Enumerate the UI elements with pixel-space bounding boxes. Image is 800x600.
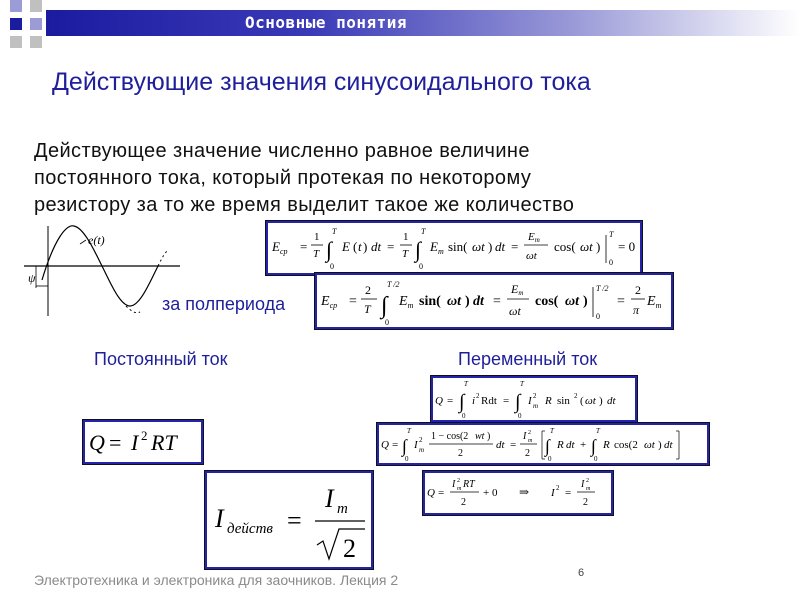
svg-text:T /2: T /2 bbox=[596, 284, 609, 293]
svg-text:=: = bbox=[109, 430, 122, 455]
svg-text:Em: $E_m$ bbox=[399, 294, 414, 310]
svg-text:ωt: ωt bbox=[447, 294, 462, 309]
svg-text:=: = bbox=[438, 487, 445, 499]
svg-text:E: E bbox=[342, 239, 350, 254]
svg-text:π: π bbox=[633, 303, 640, 317]
svg-text:): ) bbox=[465, 294, 470, 309]
svg-text:RT: RT bbox=[151, 430, 177, 455]
svg-text:2: 2 bbox=[574, 392, 578, 400]
svg-text:I: I bbox=[452, 479, 456, 490]
svg-text:T: T bbox=[520, 380, 524, 388]
svg-text:ωt: ωt bbox=[526, 250, 537, 262]
svg-text:I: I bbox=[414, 439, 418, 451]
svg-text:T: T bbox=[421, 227, 426, 236]
svg-text:0: 0 bbox=[596, 312, 600, 321]
formula-dc-heat bbox=[82, 419, 204, 465]
svg-text:0: 0 bbox=[609, 258, 613, 267]
svg-text:Rdt: Rdt bbox=[481, 395, 497, 407]
svg-text:∫: ∫ bbox=[326, 237, 333, 262]
svg-text:T: T bbox=[364, 302, 371, 316]
svg-text:=: = bbox=[503, 395, 510, 407]
svg-text:∫: ∫ bbox=[515, 391, 521, 413]
formula-rms-current bbox=[204, 470, 374, 570]
ac-current-label: Переменный ток bbox=[458, 349, 598, 369]
svg-text:0: 0 bbox=[385, 318, 389, 327]
svg-text:I: I bbox=[551, 487, 555, 499]
svg-text:T: T bbox=[402, 248, 409, 260]
svg-text:cos(: cos( bbox=[535, 294, 559, 309]
svg-text:2: 2 bbox=[365, 283, 371, 297]
svg-text:dt: dt bbox=[496, 439, 505, 451]
svg-text:+: + bbox=[580, 439, 587, 451]
svg-text:i: i bbox=[472, 395, 476, 407]
svg-text:0: 0 bbox=[548, 455, 552, 463]
svg-text:dt: dt bbox=[566, 439, 575, 451]
svg-text:m: m bbox=[586, 486, 591, 492]
svg-text:): ) bbox=[599, 395, 603, 407]
formula-ac-heat-integral bbox=[430, 375, 638, 423]
svg-text:T: T bbox=[596, 427, 600, 435]
svg-text:(: ( bbox=[353, 239, 358, 254]
svg-text:T: T bbox=[464, 380, 468, 388]
definition-text: Действующее значение численно равное величине постоянного тока, который протекая по некоторому резистору за то же время выделит такое же количество bbox=[34, 140, 575, 216]
svg-text:1: 1 bbox=[403, 231, 409, 243]
svg-text:I: I bbox=[581, 479, 585, 490]
svg-text:2: 2 bbox=[457, 478, 460, 484]
svg-text:=: = bbox=[510, 439, 517, 451]
slide-title: Действующие значения синусоидального тока bbox=[52, 68, 591, 96]
svg-text:cos(: cos( bbox=[554, 239, 576, 254]
curve-label: e(t) bbox=[88, 233, 105, 247]
svg-text:∫: ∫ bbox=[459, 391, 465, 413]
svg-text:Em: $E_m$ bbox=[647, 294, 662, 310]
svg-text:=: = bbox=[392, 439, 399, 451]
svg-text:dt: dt bbox=[664, 439, 673, 451]
header-title: Основные понятия bbox=[244, 13, 408, 32]
svg-text:Eср: $E_{ср}$ bbox=[272, 239, 288, 256]
svg-text:2: 2 bbox=[525, 448, 530, 459]
svg-text:): ) bbox=[583, 294, 588, 309]
svg-text:2: 2 bbox=[461, 497, 466, 508]
svg-text:0: 0 bbox=[462, 412, 466, 420]
phase-label: ψ bbox=[28, 271, 36, 285]
svg-text:=: = bbox=[287, 506, 302, 535]
footer-text: Электротехника и электроника для заочников. Лекция 2 bbox=[34, 572, 399, 588]
svg-text:=: = bbox=[511, 239, 519, 254]
svg-text:Eср: $E_{ср}$ bbox=[321, 294, 338, 310]
svg-text:): ) bbox=[363, 239, 368, 254]
svg-text:∫: ∫ bbox=[591, 436, 596, 456]
svg-text:T: T bbox=[609, 230, 614, 239]
svg-text:Q: Q bbox=[381, 439, 389, 451]
svg-text:T: T bbox=[332, 227, 337, 236]
formula-half-period-average bbox=[314, 272, 674, 330]
svg-text:2: 2 bbox=[141, 428, 148, 443]
svg-text:cos(2: cos(2 bbox=[614, 439, 638, 451]
svg-text:ωt: ωt bbox=[472, 239, 485, 254]
svg-text:ωt: ωt bbox=[580, 239, 593, 254]
svg-text:Q: Q bbox=[427, 487, 435, 499]
svg-text:⇒: ⇒ bbox=[519, 485, 530, 499]
svg-text:2: 2 bbox=[635, 283, 641, 297]
svg-text:sin(: sin( bbox=[448, 239, 468, 254]
dc-current-label: Постоянный ток bbox=[94, 349, 228, 369]
svg-text:): ) bbox=[596, 239, 601, 254]
svg-text:∫: ∫ bbox=[381, 293, 388, 319]
svg-text:2: 2 bbox=[586, 478, 589, 484]
svg-text:t: t bbox=[358, 239, 362, 254]
svg-text:Em: Em bbox=[511, 282, 524, 297]
svg-text:T: T bbox=[550, 427, 554, 435]
svg-text:m: m bbox=[337, 501, 348, 517]
svg-text:): ) bbox=[487, 431, 491, 442]
svg-text:+ 0: + 0 bbox=[483, 487, 498, 499]
svg-text:I: I bbox=[523, 431, 527, 442]
svg-text:2: 2 bbox=[476, 392, 480, 400]
svg-text:m: m bbox=[533, 402, 539, 410]
svg-text:ωt: ωt bbox=[644, 439, 655, 451]
svg-text:0: 0 bbox=[405, 455, 409, 463]
svg-text:0: 0 bbox=[594, 455, 598, 463]
svg-text:2: 2 bbox=[533, 392, 537, 400]
svg-text:2: 2 bbox=[528, 430, 531, 436]
svg-text:∫: ∫ bbox=[402, 436, 407, 456]
svg-text:=: = bbox=[387, 239, 395, 254]
svg-text:dt: dt bbox=[371, 239, 382, 254]
svg-text:2: 2 bbox=[419, 436, 423, 444]
half-period-label: за полпериода bbox=[162, 294, 286, 314]
svg-text:I: I bbox=[131, 430, 139, 455]
formula-ac-result bbox=[422, 470, 614, 516]
svg-text:0: 0 bbox=[330, 262, 334, 271]
svg-text:=: = bbox=[447, 395, 454, 407]
svg-text:Q: Q bbox=[435, 395, 443, 407]
svg-text:R: R bbox=[603, 439, 610, 451]
svg-text:=: = bbox=[349, 294, 357, 309]
svg-text:2: 2 bbox=[343, 534, 356, 563]
svg-text:= 0: = 0 bbox=[618, 239, 636, 254]
svg-text:0: 0 bbox=[518, 412, 522, 420]
svg-text:ωt: ωt bbox=[585, 395, 596, 407]
svg-text:Q: Q bbox=[89, 430, 105, 455]
svg-text:I: I bbox=[528, 395, 532, 407]
svg-text:sin: sin bbox=[557, 395, 570, 407]
svg-text:действ: действ bbox=[227, 521, 273, 537]
svg-text:0: 0 bbox=[419, 262, 423, 271]
svg-text:dt: dt bbox=[495, 239, 506, 254]
formula-ac-heat-expanded bbox=[376, 422, 710, 466]
svg-text:RT: RT bbox=[463, 479, 475, 490]
svg-text:=: = bbox=[565, 487, 572, 499]
svg-text:Em: Em bbox=[528, 231, 540, 244]
svg-text:m: m bbox=[457, 486, 462, 492]
svg-text:ωt: ωt bbox=[509, 304, 521, 318]
page-number: 6 bbox=[578, 567, 585, 579]
svg-text:I: I bbox=[215, 504, 224, 533]
svg-text:=: = bbox=[493, 294, 501, 309]
svg-text:): ) bbox=[488, 239, 493, 254]
svg-text:R: R bbox=[557, 439, 564, 451]
svg-text:ωt: ωt bbox=[565, 294, 580, 309]
svg-text:(: ( bbox=[580, 395, 584, 407]
header-bar bbox=[46, 10, 800, 36]
svg-text:m: m bbox=[419, 446, 425, 454]
svg-text:Em: $E_m$ bbox=[430, 239, 444, 256]
svg-text:2: 2 bbox=[458, 448, 463, 459]
svg-text:2: 2 bbox=[583, 497, 588, 508]
svg-text:2: 2 bbox=[556, 484, 560, 492]
svg-text:): ) bbox=[658, 439, 662, 451]
svg-text:wt: wt bbox=[475, 431, 485, 442]
svg-text:∫: ∫ bbox=[545, 436, 550, 456]
svg-text:sin(: sin( bbox=[419, 294, 441, 309]
svg-text:=: = bbox=[300, 239, 308, 254]
svg-text:1 − cos(2: 1 − cos(2 bbox=[431, 431, 469, 442]
svg-text:=: = bbox=[617, 294, 625, 309]
svg-text:T: T bbox=[313, 248, 320, 260]
formula-full-period-average bbox=[265, 220, 643, 276]
svg-text:T /2: T /2 bbox=[387, 280, 400, 289]
svg-text:I: I bbox=[325, 484, 334, 513]
svg-text:m: m bbox=[528, 438, 533, 444]
svg-text:R: R bbox=[545, 395, 552, 407]
svg-text:dt: dt bbox=[607, 395, 616, 407]
svg-text:dt: dt bbox=[473, 294, 484, 309]
sine-wave-graph bbox=[22, 220, 182, 320]
svg-text:1: 1 bbox=[314, 231, 320, 243]
svg-text:T: T bbox=[407, 427, 411, 435]
svg-text:∫: ∫ bbox=[415, 237, 422, 262]
